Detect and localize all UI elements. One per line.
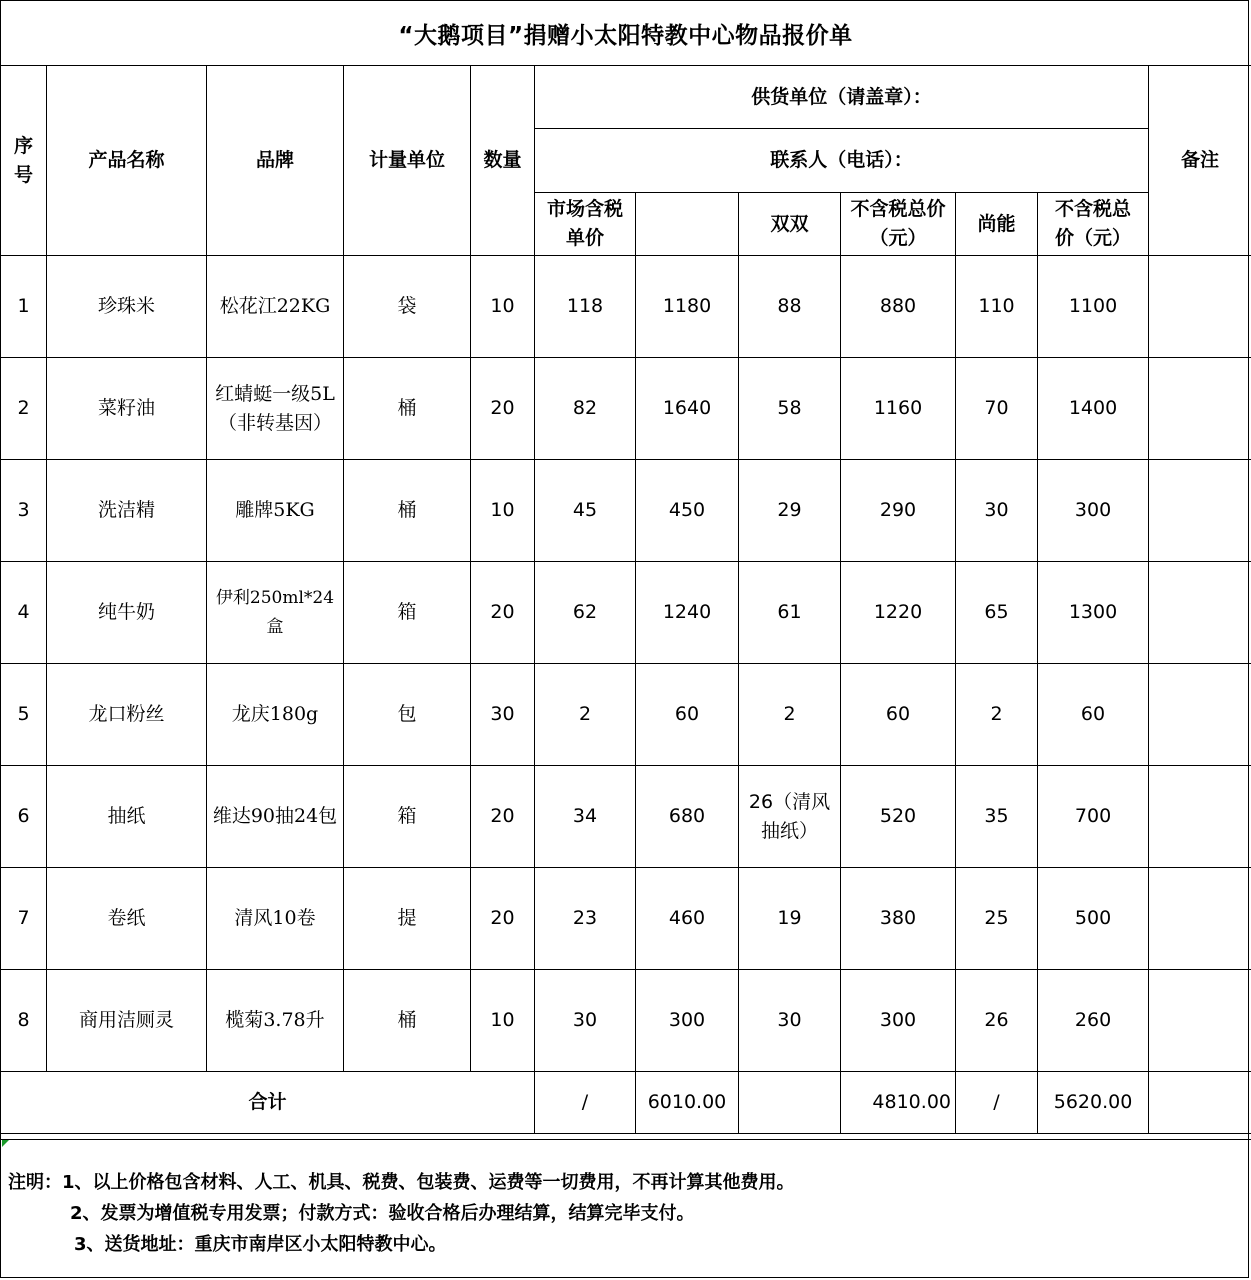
header-ex-tax-total-1: 不含税总价（元） — [841, 193, 956, 256]
header-market-price: 市场含税单价 — [535, 193, 636, 256]
header-brand: 品牌 — [207, 66, 344, 256]
cell-product: 抽纸 — [47, 766, 207, 868]
notes-section — [0, 1139, 1251, 1279]
cell-shuangshuang: 88 — [739, 256, 841, 358]
cell-c2: 1640 — [636, 358, 739, 460]
header-product: 产品名称 — [47, 66, 207, 256]
cell-c2: 450 — [636, 460, 739, 562]
cell-qty: 10 — [471, 256, 535, 358]
cell-seq: 2 — [1, 358, 47, 460]
cell-shangneng: 35 — [956, 766, 1038, 868]
cell-market: 2 — [535, 664, 636, 766]
cell-remark — [1149, 460, 1251, 562]
cell-shangneng: 30 — [956, 460, 1038, 562]
cell-total-1: 520 — [841, 766, 956, 868]
cell-total-1: 60 — [841, 664, 956, 766]
cell-unit: 桶 — [344, 460, 471, 562]
cell-shangneng: 26 — [956, 970, 1038, 1072]
table-row — [1, 562, 1251, 664]
cell-brand: 榄菊3.78升 — [207, 970, 344, 1072]
cell-comment-marker-icon — [2, 1140, 9, 1147]
page-title: “大鹅项目”捐赠小太阳特教中心物品报价单 — [398, 22, 853, 49]
cell-shangneng: 110 — [956, 256, 1038, 358]
cell-product: 珍珠米 — [47, 256, 207, 358]
cell-shangneng: 70 — [956, 358, 1038, 460]
cell-market: 82 — [535, 358, 636, 460]
cell-shuangshuang: 26（清风抽纸） — [739, 766, 841, 868]
cell-seq: 4 — [1, 562, 47, 664]
cell-total-1: 1160 — [841, 358, 956, 460]
cell-total-2: 60 — [1038, 664, 1149, 766]
total-shangneng: / — [956, 1072, 1038, 1134]
table-row — [1, 868, 1251, 970]
cell-product: 龙口粉丝 — [47, 664, 207, 766]
total-row — [1, 1072, 1251, 1134]
cell-market: 118 — [535, 256, 636, 358]
cell-seq: 7 — [1, 868, 47, 970]
cell-brand: 松花江22KG — [207, 256, 344, 358]
header-seq: 序号 — [1, 66, 47, 256]
cell-qty: 20 — [471, 766, 535, 868]
header-remark: 备注 — [1149, 66, 1251, 256]
cell-shangneng: 2 — [956, 664, 1038, 766]
cell-total-2: 500 — [1038, 868, 1149, 970]
cell-brand: 维达90抽24包 — [207, 766, 344, 868]
cell-shuangshuang: 19 — [739, 868, 841, 970]
cell-shuangshuang: 2 — [739, 664, 841, 766]
cell-unit: 箱 — [344, 562, 471, 664]
cell-brand: 清风10卷 — [207, 868, 344, 970]
cell-shangneng: 65 — [956, 562, 1038, 664]
cell-total-1: 380 — [841, 868, 956, 970]
cell-c2: 300 — [636, 970, 739, 1072]
cell-total-2: 260 — [1038, 970, 1149, 1072]
cell-remark — [1149, 562, 1251, 664]
cell-market: 23 — [535, 868, 636, 970]
cell-product: 菜籽油 — [47, 358, 207, 460]
cell-product: 卷纸 — [47, 868, 207, 970]
cell-unit: 包 — [344, 664, 471, 766]
cell-qty: 30 — [471, 664, 535, 766]
cell-shuangshuang: 61 — [739, 562, 841, 664]
cell-market: 30 — [535, 970, 636, 1072]
cell-total-2: 300 — [1038, 460, 1149, 562]
header-blank — [636, 193, 739, 256]
cell-shangneng: 25 — [956, 868, 1038, 970]
cell-unit: 提 — [344, 868, 471, 970]
cell-brand: 红蜻蜓一级5L（非转基因） — [207, 358, 344, 460]
table-row — [1, 358, 1251, 460]
total-label: 合计 — [1, 1072, 535, 1134]
cell-seq: 6 — [1, 766, 47, 868]
note-line-2: 2、发票为增值税专用发票；付款方式：验收合格后办理结算，结算完毕支付。 — [70, 1203, 695, 1224]
total-ex-tax-2: 5620.00 — [1038, 1072, 1149, 1134]
cell-brand: 雕牌5KG — [207, 460, 344, 562]
cell-qty: 20 — [471, 358, 535, 460]
cell-product: 纯牛奶 — [47, 562, 207, 664]
cell-market: 34 — [535, 766, 636, 868]
header-unit: 计量单位 — [344, 66, 471, 256]
header-ex-tax-total-2: 不含税总价（元） — [1038, 193, 1149, 256]
table-row — [1, 460, 1251, 562]
cell-remark — [1149, 766, 1251, 868]
table-row — [1, 970, 1251, 1072]
cell-shuangshuang: 30 — [739, 970, 841, 1072]
cell-total-2: 1100 — [1038, 256, 1149, 358]
quote-table — [0, 65, 1251, 1134]
header-supplier: 供货单位（请盖章）： — [535, 66, 1149, 129]
cell-seq: 5 — [1, 664, 47, 766]
cell-total-1: 880 — [841, 256, 956, 358]
total-market: / — [535, 1072, 636, 1134]
cell-remark — [1149, 664, 1251, 766]
cell-total-2: 1300 — [1038, 562, 1149, 664]
header-row-1 — [1, 66, 1251, 129]
cell-qty: 20 — [471, 868, 535, 970]
note-line-1: 注明：1、以上价格包含材料、人工、机具、税费、包装费、运费等一切费用，不再计算其他费用。 — [8, 1172, 795, 1193]
cell-shuangshuang: 58 — [739, 358, 841, 460]
header-qty: 数量 — [471, 66, 535, 256]
cell-total-1: 1220 — [841, 562, 956, 664]
cell-unit: 桶 — [344, 358, 471, 460]
header-contact: 联系人（电话）： — [535, 129, 1149, 193]
cell-qty: 20 — [471, 562, 535, 664]
cell-unit: 箱 — [344, 766, 471, 868]
cell-seq: 3 — [1, 460, 47, 562]
header-shuangshuang: 双双 — [739, 193, 841, 256]
cell-c2: 1180 — [636, 256, 739, 358]
cell-total-2: 700 — [1038, 766, 1149, 868]
cell-total-1: 290 — [841, 460, 956, 562]
cell-product: 洗洁精 — [47, 460, 207, 562]
cell-qty: 10 — [471, 460, 535, 562]
cell-seq: 8 — [1, 970, 47, 1072]
cell-total-2: 1400 — [1038, 358, 1149, 460]
cell-shuangshuang: 29 — [739, 460, 841, 562]
cell-remark — [1149, 868, 1251, 970]
cell-market: 62 — [535, 562, 636, 664]
cell-c2: 460 — [636, 868, 739, 970]
cell-remark — [1149, 970, 1251, 1072]
total-ex-tax-1: 4810.00 — [841, 1072, 956, 1134]
cell-total-1: 300 — [841, 970, 956, 1072]
cell-c2: 680 — [636, 766, 739, 868]
cell-unit: 桶 — [344, 970, 471, 1072]
total-c2: 6010.00 — [636, 1072, 739, 1134]
cell-brand: 龙庆180g — [207, 664, 344, 766]
cell-brand: 伊利250ml*24盒 — [207, 562, 344, 664]
table-row — [1, 766, 1251, 868]
table-row — [1, 664, 1251, 766]
total-shuangshuang — [739, 1072, 841, 1134]
cell-qty: 10 — [471, 970, 535, 1072]
cell-unit: 袋 — [344, 256, 471, 358]
cell-remark — [1149, 256, 1251, 358]
cell-product: 商用洁厕灵 — [47, 970, 207, 1072]
cell-c2: 1240 — [636, 562, 739, 664]
cell-seq: 1 — [1, 256, 47, 358]
note-line-3: 3、送货地址：重庆市南岸区小太阳特教中心。 — [74, 1234, 447, 1255]
total-remark — [1149, 1072, 1251, 1134]
cell-c2: 60 — [636, 664, 739, 766]
cell-remark — [1149, 358, 1251, 460]
cell-market: 45 — [535, 460, 636, 562]
table-row — [1, 256, 1251, 358]
header-shangneng: 尚能 — [956, 193, 1038, 256]
